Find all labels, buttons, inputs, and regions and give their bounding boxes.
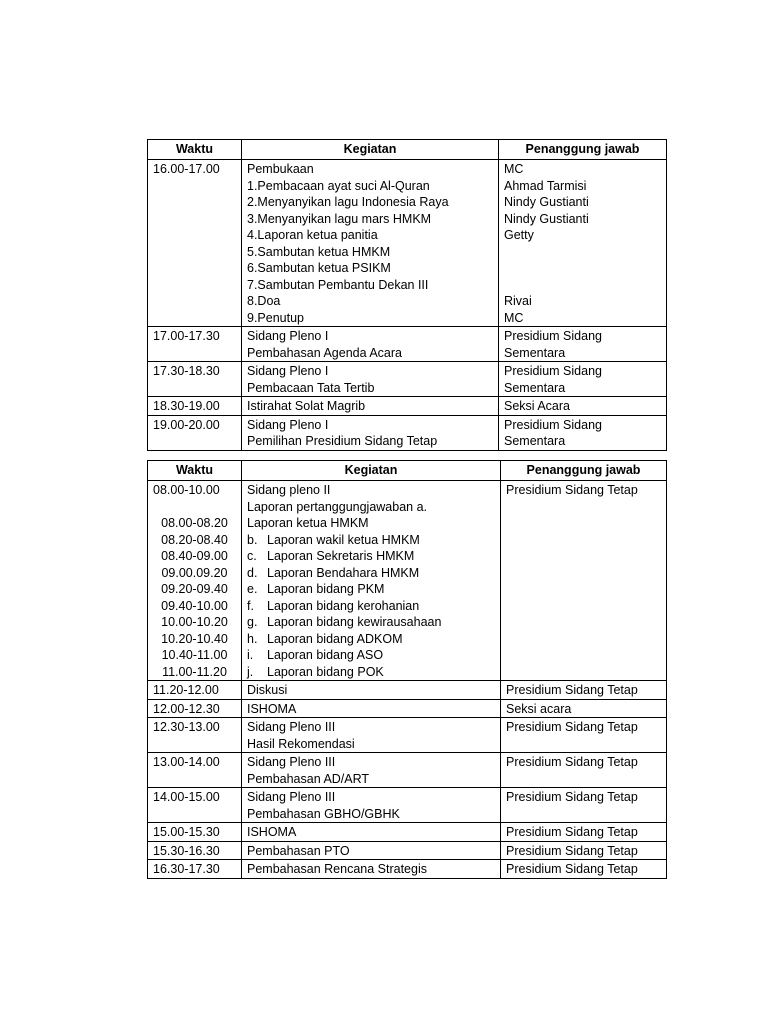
list-item-text: Laporan bidang kerohanian	[267, 598, 420, 613]
responsible-text: Presidium Sidang Tetap	[506, 683, 638, 697]
report-list-item	[247, 565, 495, 582]
table-row	[148, 699, 667, 718]
time-text: 15.30-16.30	[153, 843, 220, 858]
responsible-line: Seksi Acara	[504, 399, 571, 413]
list-item-text: Laporan bidang POK	[267, 664, 384, 679]
responsible-cell	[501, 699, 667, 718]
header-penanggung-jawab: Penanggung jawab	[499, 140, 667, 160]
responsible-line: Presidium Sidang	[504, 364, 602, 378]
report-list-item	[247, 581, 495, 598]
responsible-cell	[501, 841, 667, 860]
sub-time-text: 11.00-11.20	[162, 664, 227, 679]
list-item-text: Laporan bidang ASO	[267, 648, 384, 662]
time-cell	[148, 362, 242, 397]
activity-cell	[242, 681, 501, 700]
activity-line: 2.Menyanyikan lagu Indonesia Raya	[247, 195, 449, 209]
responsible-cell	[501, 788, 667, 823]
list-marker: h.	[247, 631, 258, 646]
activity-line: Istirahat Solat Magrib	[247, 399, 366, 413]
responsible-line: Nindy Gustianti	[504, 195, 589, 209]
responsible-cell	[501, 681, 667, 700]
header-kegiatan: Kegiatan	[242, 140, 499, 160]
time-text: 12.00-12.30	[153, 701, 220, 716]
activity-line: 6.Sambutan ketua PSIKM	[247, 261, 391, 275]
activity-cell	[242, 160, 499, 327]
activity-line: Pembacaan Tata Tertib	[247, 380, 375, 395]
table-row	[148, 860, 667, 879]
list-item-text: Laporan bidang PKM	[267, 582, 385, 596]
table-row	[148, 397, 667, 416]
report-list-item	[247, 532, 495, 549]
time-text: 13.00-14.00	[153, 755, 220, 769]
activity-line: Pembahasan AD/ART	[247, 771, 370, 786]
activity-line: Laporan ketua HMKM	[247, 516, 369, 530]
table-row	[148, 481, 667, 681]
responsible-line: Sementara	[504, 345, 566, 360]
list-item-text: Laporan wakil ketua HMKM	[267, 532, 420, 547]
responsible-line: MC	[504, 162, 524, 176]
responsible-text: Presidium Sidang Tetap	[506, 483, 638, 497]
responsible-line: Presidium Sidang	[504, 329, 602, 343]
report-list-item	[247, 598, 495, 615]
report-list-item	[247, 548, 495, 565]
table-row	[148, 681, 667, 700]
table-row	[148, 753, 667, 788]
list-marker: d.	[247, 565, 258, 580]
table-row	[148, 362, 667, 397]
schedule-table-2	[147, 460, 667, 879]
responsible-cell	[499, 397, 667, 416]
activity-line: Diskusi	[247, 683, 288, 697]
report-list-item	[247, 631, 495, 648]
time-cell	[148, 415, 242, 450]
report-list-item	[247, 647, 495, 664]
time-text: 14.00-15.00	[153, 790, 220, 804]
table-row	[148, 327, 667, 362]
activity-line: Hasil Rekomendasi	[247, 736, 355, 751]
responsible-cell	[499, 415, 667, 450]
responsible-text: Presidium Sidang Tetap	[506, 755, 638, 769]
responsible-blank	[504, 277, 661, 294]
activity-line: Pembahasan Rencana Strategis	[247, 862, 427, 876]
table-row	[148, 718, 667, 753]
responsible-cell	[499, 160, 667, 327]
activity-line: Sidang Pleno I	[247, 417, 329, 432]
activity-line: 5.Sambutan ketua HMKM	[247, 244, 391, 259]
list-item-text: Laporan bidang kewirausahaan	[267, 615, 442, 629]
list-item-text: Laporan Bendahara HMKM	[267, 565, 420, 580]
sub-time-text: 08.40-09.00	[161, 549, 228, 563]
activity-line: Sidang Pleno I	[247, 364, 329, 378]
time-text: 11.20-12.00	[153, 683, 219, 697]
table-row	[148, 823, 667, 842]
header-waktu: Waktu	[148, 461, 242, 481]
header-kegiatan: Kegiatan	[242, 461, 501, 481]
time-text: 15.00-15.30	[153, 825, 220, 839]
activity-line: Sidang pleno II	[247, 483, 331, 497]
activity-cell	[242, 823, 501, 842]
responsible-cell	[501, 823, 667, 842]
responsible-line: Sementara	[504, 434, 566, 448]
responsible-line: Sementara	[504, 380, 566, 395]
activity-line: 4.Laporan ketua panitia	[247, 228, 378, 242]
activity-line: Pemilihan Presidium Sidang Tetap	[247, 434, 438, 448]
time-text: 17.30-18.30	[153, 364, 220, 378]
table-row	[148, 788, 667, 823]
list-marker: j.	[247, 664, 254, 679]
time-cell	[148, 699, 242, 718]
list-item-text: Laporan Sekretaris HMKM	[267, 549, 415, 563]
activity-line: Sidang Pleno I	[247, 329, 329, 343]
activity-cell	[242, 327, 499, 362]
list-item-text: Laporan bidang ADKOM	[267, 631, 403, 646]
table-row	[148, 841, 667, 860]
sub-time-text: 09.40-10.00	[161, 598, 228, 613]
time-text: 19.00-20.00	[153, 417, 220, 432]
activity-cell	[242, 362, 499, 397]
activity-line: 3.Menyanyikan lagu mars HMKM	[247, 211, 432, 226]
activity-cell	[242, 397, 499, 416]
table-header-row	[148, 461, 667, 481]
sub-time-text: 08.00-08.20	[161, 516, 228, 530]
time-cell	[148, 327, 242, 362]
sub-time-text: 09.20-09.40	[161, 582, 228, 596]
report-list-item	[247, 614, 495, 631]
schedule-table-1	[147, 139, 667, 451]
time-cell	[148, 841, 242, 860]
responsible-cell	[499, 327, 667, 362]
responsible-cell	[501, 753, 667, 788]
time-cell	[148, 753, 242, 788]
activity-line: Sidang Pleno III	[247, 790, 336, 804]
responsible-line: Ahmad Tarmisi	[504, 178, 587, 193]
activity-line: Pembukaan	[247, 162, 314, 176]
activity-line: Laporan pertanggungjawaban a.	[247, 499, 428, 514]
responsible-cell	[501, 718, 667, 753]
list-marker: f.	[247, 598, 254, 613]
table-header-row	[148, 140, 667, 160]
activity-line: 9.Penutup	[247, 310, 304, 325]
time-cell	[148, 481, 242, 681]
report-list-item	[247, 664, 495, 681]
responsible-text: Presidium Sidang Tetap	[506, 825, 638, 839]
time-text: 16.30-17.30	[153, 862, 220, 876]
time-text: 16.00-17.00	[153, 162, 220, 176]
time-cell	[148, 718, 242, 753]
responsible-line: Rivai	[504, 294, 532, 308]
activity-line: Sidang Pleno III	[247, 755, 336, 769]
responsible-cell	[501, 481, 667, 681]
list-marker: g.	[247, 615, 258, 629]
time-cell	[148, 397, 242, 416]
activity-cell	[242, 481, 501, 681]
activity-line: 7.Sambutan Pembantu Dekan III	[247, 277, 429, 292]
list-marker: i.	[247, 648, 254, 662]
activity-line: Pembahasan PTO	[247, 843, 350, 858]
activity-cell	[242, 415, 499, 450]
time-text: 12.30-13.00	[153, 720, 220, 734]
sub-time-text: 10.00-10.20	[161, 615, 228, 629]
header-waktu: Waktu	[148, 140, 242, 160]
activity-cell	[242, 718, 501, 753]
responsible-text: Presidium Sidang Tetap	[506, 862, 638, 876]
activity-cell	[242, 753, 501, 788]
responsible-line: Nindy Gustianti	[504, 211, 589, 226]
activity-line: 1.Pembacaan ayat suci Al-Quran	[247, 178, 430, 193]
list-marker: b.	[247, 532, 258, 547]
activity-line: Pembahasan Agenda Acara	[247, 345, 402, 360]
activity-cell	[242, 788, 501, 823]
responsible-line: Getty	[504, 228, 534, 242]
responsible-blank	[504, 244, 661, 261]
sub-time-text: 10.20-10.40	[161, 631, 228, 646]
sub-time-text: 08.20-08.40	[161, 532, 228, 547]
time-text: 17.00-17.30	[153, 329, 220, 343]
activity-line: ISHOMA	[247, 825, 297, 839]
activity-line: 8.Doa	[247, 294, 281, 308]
activity-line: Sidang Pleno III	[247, 720, 336, 734]
time-cell	[148, 788, 242, 823]
activity-line: Pembahasan GBHO/GBHK	[247, 806, 400, 821]
responsible-blank	[504, 260, 661, 277]
sub-time-text: 10.40-11.00	[161, 648, 228, 662]
activity-line: ISHOMA	[247, 701, 297, 716]
responsible-text: Presidium Sidang Tetap	[506, 843, 638, 858]
responsible-text: Presidium Sidang Tetap	[506, 720, 638, 734]
sub-time-text: 09.00.09.20	[161, 565, 228, 580]
responsible-text: Seksi acara	[506, 701, 572, 716]
responsible-cell	[499, 362, 667, 397]
time-text: 18.30-19.00	[153, 399, 220, 413]
responsible-text: Presidium Sidang Tetap	[506, 790, 638, 804]
activity-cell	[242, 841, 501, 860]
activity-cell	[242, 860, 501, 879]
header-penanggung-jawab: Penanggung jawab	[501, 461, 667, 481]
table-row	[148, 160, 667, 327]
responsible-cell	[501, 860, 667, 879]
time-cell	[148, 681, 242, 700]
responsible-line: Presidium Sidang	[504, 417, 602, 432]
time-cell	[148, 160, 242, 327]
list-marker: c.	[247, 549, 257, 563]
time-cell	[148, 823, 242, 842]
list-marker: e.	[247, 582, 258, 596]
responsible-line: MC	[504, 310, 524, 325]
activity-cell	[242, 699, 501, 718]
time-text: 08.00-10.00	[153, 483, 220, 497]
table-row	[148, 415, 667, 450]
time-cell	[148, 860, 242, 879]
